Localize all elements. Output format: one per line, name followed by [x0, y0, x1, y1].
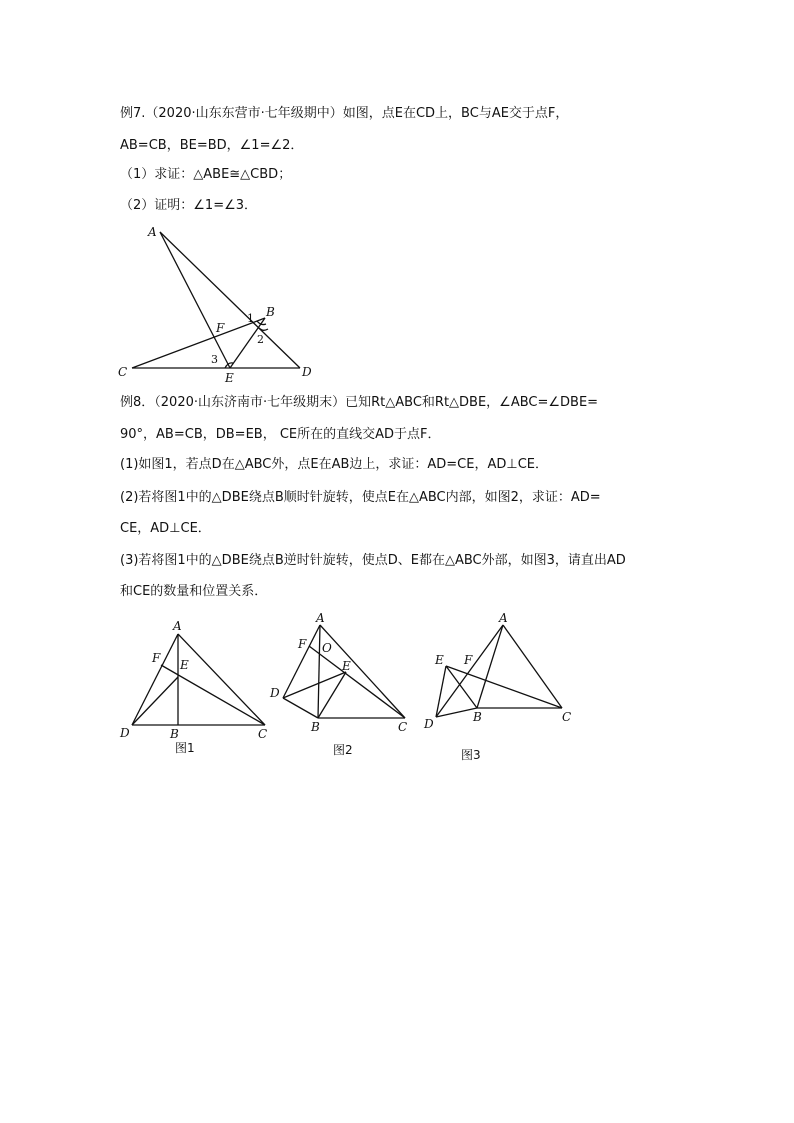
label-angle-1: 1: [247, 312, 254, 325]
fig3-segment-AB: [477, 625, 503, 708]
fig3-label-A: A: [499, 611, 508, 625]
label-angle-3: 3: [211, 353, 218, 366]
fig1-label-B: B: [170, 727, 179, 741]
fig2-segment-DE: [283, 672, 346, 698]
ex7-question2: （2）证明：∠1=∠3．: [120, 198, 258, 213]
ex8-question2-a: (2)若将图1中的△DBE绕点B顺时针旋转，使点E在△ABC内部，如图2，求证：AD=: [120, 490, 601, 505]
fig3-segment-EC: [446, 666, 562, 708]
label-B: B: [266, 305, 275, 319]
fig1-segment-AC: [178, 634, 265, 725]
label-D: D: [302, 365, 312, 379]
fig2-label-O: O: [322, 641, 332, 655]
label-C: C: [118, 365, 128, 379]
fig3-label-E: E: [435, 653, 444, 667]
ex8-line1: 例8．（2020·山东济南市·七年级期末）已知Rt△ABC和Rt△DBE，∠ABC=∠DBE=: [120, 395, 599, 410]
fig1-segment-DA: [132, 634, 178, 725]
fig1-segment-FC: [161, 665, 265, 725]
fig3-label-D: D: [424, 717, 434, 731]
fig2-segment-AC: [320, 625, 405, 718]
label-angle-2: 2: [257, 333, 264, 346]
fig1-label-F: F: [152, 651, 161, 665]
ex8-line2: 90°，AB=CB，DB=EB， CE所在的直线交AD于点F．: [120, 427, 441, 442]
figure-3: [436, 625, 562, 717]
fig3-segment-AC: [503, 625, 562, 708]
fig2-segment-AD: [283, 625, 320, 698]
fig2-label-F: F: [298, 637, 307, 651]
figure-1: [132, 634, 265, 725]
fig1-label-D: D: [120, 726, 130, 740]
fig1-label-C: C: [258, 727, 268, 741]
ex7-question1: （1）求证：△ABE≅△CBD；: [120, 167, 292, 182]
fig1-caption: 图1: [175, 741, 195, 755]
fig2-segment-BE: [318, 672, 346, 718]
fig3-caption: 图3: [461, 748, 481, 762]
fig1-segment-DE: [132, 677, 178, 725]
fig2-label-C: C: [398, 720, 408, 734]
ex8-question3-a: (3)若将图1中的△DBE绕点B逆时针旋转，使点D、E都在△ABC外部，如图3，请直出AD: [120, 553, 626, 568]
fig2-segment-AB: [318, 625, 320, 718]
fig3-segment-AD: [436, 625, 503, 717]
label-A: A: [148, 225, 157, 239]
fig3-label-F: F: [464, 653, 473, 667]
ex8-question3-b: 和CE的数量和位置关系．: [120, 584, 268, 599]
ex7-line2: AB=CB，BE=BD，∠1=∠2．: [120, 138, 304, 153]
label-F: F: [216, 321, 225, 335]
fig3-label-B: B: [473, 710, 482, 724]
fig2-label-B: B: [311, 720, 320, 734]
fig2-label-E: E: [342, 659, 351, 673]
ex8-question1: (1)如图1，若点D在△ABC外，点E在AB边上，求证：AD=CE，AD⊥CE．: [120, 457, 548, 472]
ex7-line1: 例7.（2020·山东东营市·七年级期中）如图，点E在CD上，BC与AE交于点F，: [120, 106, 569, 121]
ex8-question2-b: CE，AD⊥CE．: [120, 521, 211, 536]
fig1-label-E: E: [180, 658, 189, 672]
label-E: E: [225, 371, 234, 385]
fig2-label-D: D: [270, 686, 280, 700]
fig2-caption: 图2: [333, 743, 353, 757]
fig1-label-A: A: [173, 619, 182, 633]
fig2-label-A: A: [316, 611, 325, 625]
fig3-label-C: C: [562, 710, 572, 724]
fig2-segment-DB: [283, 698, 318, 718]
